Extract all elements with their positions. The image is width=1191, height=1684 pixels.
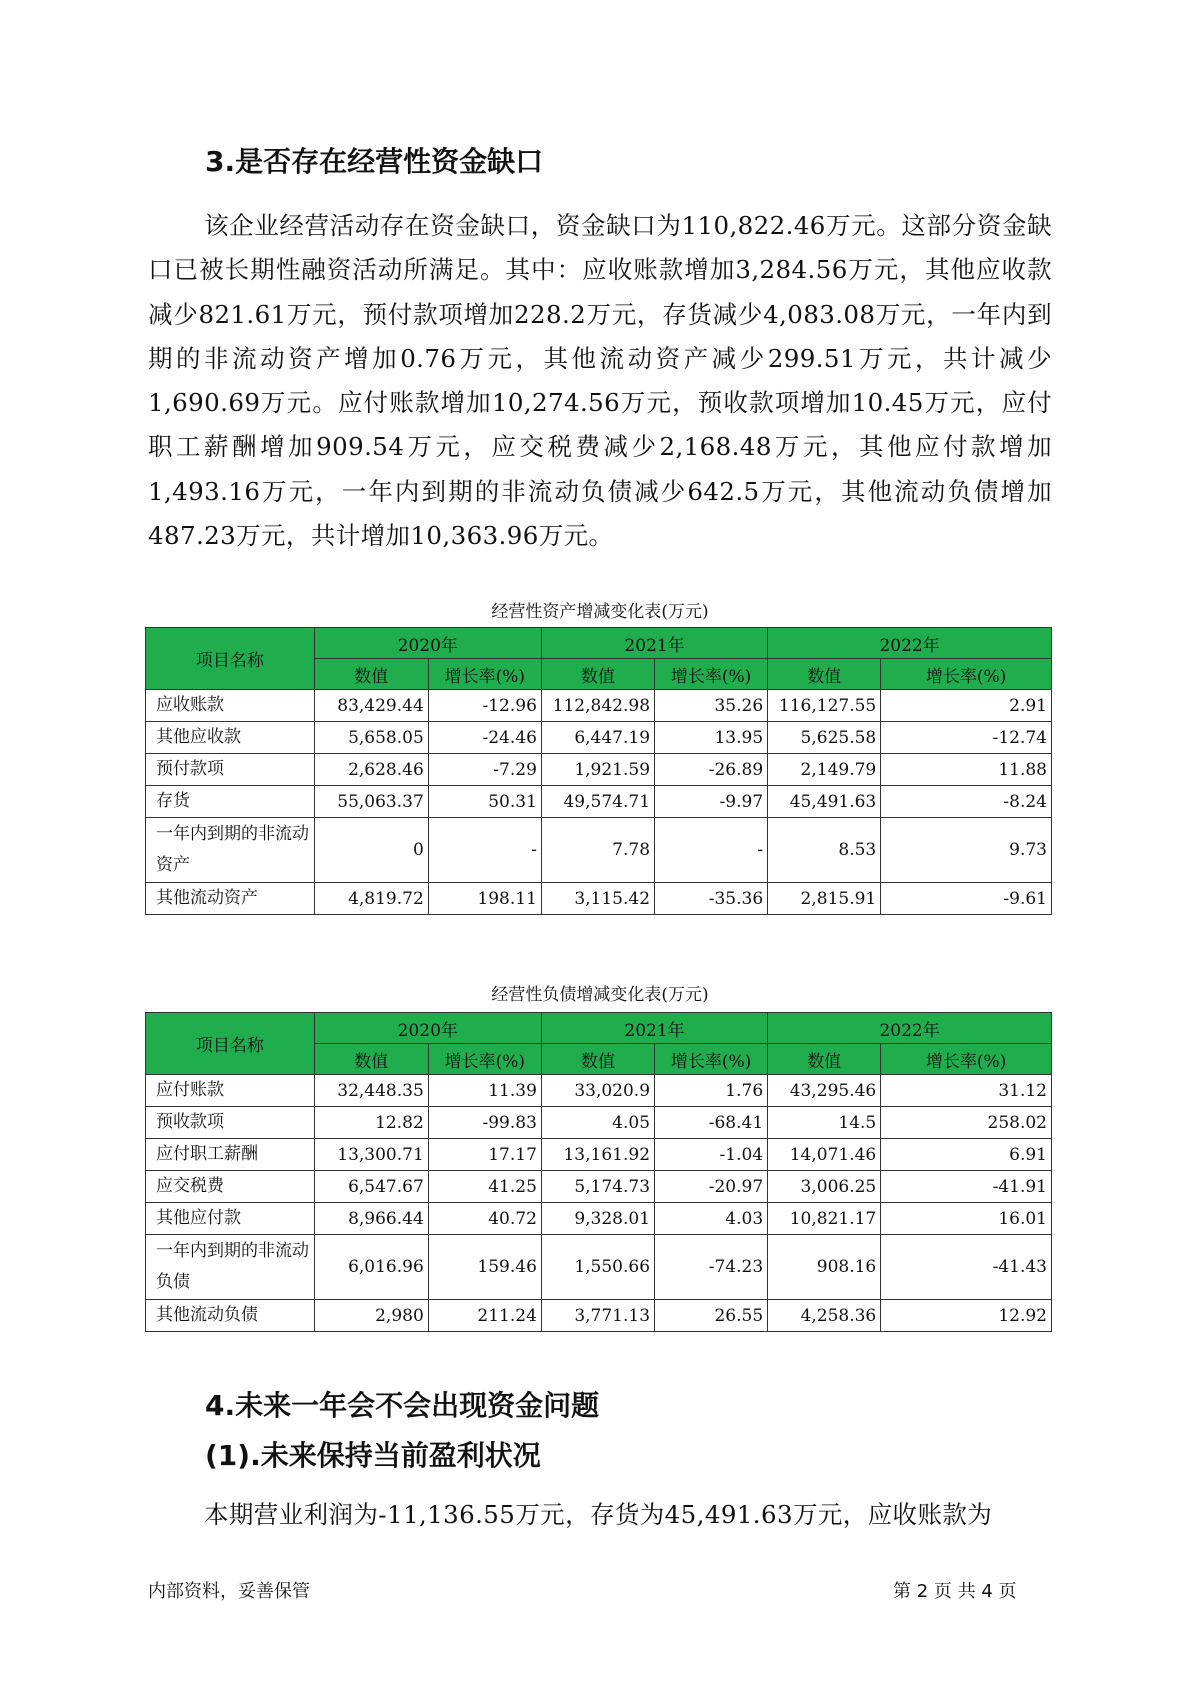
cell: 9,328.01 [541, 1203, 654, 1235]
cell: 3,006.25 [768, 1171, 881, 1203]
cell: 33,020.9 [541, 1075, 654, 1107]
cell: 12.82 [314, 1107, 428, 1139]
cell: 17.17 [428, 1139, 541, 1171]
cell: 40.72 [428, 1203, 541, 1235]
cell: 7.78 [541, 818, 654, 883]
cell: 6,016.96 [314, 1235, 428, 1300]
year-header: 2021年 [541, 628, 767, 659]
cell: -8.24 [881, 786, 1052, 818]
cell: 211.24 [428, 1300, 541, 1332]
value-header: 数值 [314, 1044, 428, 1075]
cell: 31.12 [881, 1075, 1052, 1107]
cell: 13,161.92 [541, 1139, 654, 1171]
cell: -1.04 [655, 1139, 768, 1171]
cell: 3,115.42 [541, 883, 654, 915]
cell: -9.97 [655, 786, 768, 818]
row-name: 应付账款 [146, 1075, 315, 1107]
row-name: 其他应收款 [146, 722, 315, 754]
cell: 5,658.05 [314, 722, 428, 754]
cell: 16.01 [881, 1203, 1052, 1235]
cell: 908.16 [768, 1235, 881, 1300]
table-row [146, 690, 1052, 722]
cell: 4,258.36 [768, 1300, 881, 1332]
cell: 6.91 [881, 1139, 1052, 1171]
cell: 6,547.67 [314, 1171, 428, 1203]
cell: 55,063.37 [314, 786, 428, 818]
cell: -12.96 [428, 690, 541, 722]
table-row [146, 754, 1052, 786]
assets-table-caption: 经营性资产增减变化表(万元) [491, 602, 709, 622]
cell: -7.29 [428, 754, 541, 786]
table-row [146, 1075, 1052, 1107]
item-name-header: 项目名称 [146, 628, 315, 690]
subsection-heading: (1).未来保持当前盈利状况 [205, 1439, 541, 1472]
value-header: 数值 [314, 659, 428, 690]
cell: 11.88 [881, 754, 1052, 786]
cell: 2,149.79 [768, 754, 881, 786]
row-name: 其他流动资产 [146, 883, 315, 915]
cell: 4.05 [541, 1107, 654, 1139]
cell: 116,127.55 [768, 690, 881, 722]
cell: - [428, 818, 541, 883]
cell: 32,448.35 [314, 1075, 428, 1107]
row-name: 应收账款 [146, 690, 315, 722]
cell: 112,842.98 [541, 690, 654, 722]
year-header: 2020年 [314, 1013, 541, 1044]
cell: 49,574.71 [541, 786, 654, 818]
cell: 10,821.17 [768, 1203, 881, 1235]
item-name-header: 项目名称 [146, 1013, 315, 1075]
page-number: 第 2 页 共 4 页 [893, 1581, 1017, 1602]
row-name: 一年内到期的非流动负债 [146, 1235, 315, 1300]
row-name: 预付款项 [146, 754, 315, 786]
table-row [146, 818, 1052, 883]
value-header: 数值 [768, 1044, 881, 1075]
cell: 3,771.13 [541, 1300, 654, 1332]
row-name: 一年内到期的非流动资产 [146, 818, 315, 883]
cell: 8.53 [768, 818, 881, 883]
table-row [146, 1235, 1052, 1300]
growth-rate-header: 增长率(%) [428, 659, 541, 690]
cell: -41.43 [881, 1235, 1052, 1300]
operating-liabilities-table [145, 1012, 1052, 1332]
year-header: 2022年 [768, 628, 1052, 659]
cell: 14.5 [768, 1107, 881, 1139]
cell: 2.91 [881, 690, 1052, 722]
row-name: 其他流动负债 [146, 1300, 315, 1332]
profit-paragraph: 本期营业利润为-11,136.55万元，存货为45,491.63万元，应收账款为 [204, 1500, 993, 1529]
table-row [146, 722, 1052, 754]
cell: - [655, 818, 768, 883]
cell: 5,174.73 [541, 1171, 654, 1203]
growth-rate-header: 增长率(%) [655, 1044, 768, 1075]
cell: 1,550.66 [541, 1235, 654, 1300]
cell: -20.97 [655, 1171, 768, 1203]
cell: 4.03 [655, 1203, 768, 1235]
cell: -35.36 [655, 883, 768, 915]
cell: 5,625.58 [768, 722, 881, 754]
cell: 9.73 [881, 818, 1052, 883]
footer-confidential-note: 内部资料，妥善保管 [148, 1581, 310, 1602]
cell: 50.31 [428, 786, 541, 818]
row-name: 预收款项 [146, 1107, 315, 1139]
cell: 198.11 [428, 883, 541, 915]
cell: -68.41 [655, 1107, 768, 1139]
growth-rate-header: 增长率(%) [655, 659, 768, 690]
section-4-heading: 4.未来一年会不会出现资金问题 [205, 1389, 600, 1422]
cell: -74.23 [655, 1235, 768, 1300]
table-row [146, 786, 1052, 818]
cell: 43,295.46 [768, 1075, 881, 1107]
cell: 2,815.91 [768, 883, 881, 915]
cell: 26.55 [655, 1300, 768, 1332]
cell: 159.46 [428, 1235, 541, 1300]
liabilities-table-caption: 经营性负债增减变化表(万元) [491, 985, 709, 1005]
cell: 14,071.46 [768, 1139, 881, 1171]
cell: -24.46 [428, 722, 541, 754]
year-header: 2022年 [768, 1013, 1052, 1044]
table-row [146, 1300, 1052, 1332]
value-header: 数值 [541, 659, 654, 690]
table-row [146, 1139, 1052, 1171]
cell: 8,966.44 [314, 1203, 428, 1235]
cell: 35.26 [655, 690, 768, 722]
cell: 6,447.19 [541, 722, 654, 754]
growth-rate-header: 增长率(%) [881, 1044, 1052, 1075]
row-name: 应付职工薪酬 [146, 1139, 315, 1171]
cell: -9.61 [881, 883, 1052, 915]
cell: 41.25 [428, 1171, 541, 1203]
growth-rate-header: 增长率(%) [881, 659, 1052, 690]
cell: 1.76 [655, 1075, 768, 1107]
funding-gap-paragraph: 该企业经营活动存在资金缺口，资金缺口为110,822.46万元。这部分资金缺口已被长期性融资活动所满足。其中：应收账款增加3,284.56万元，其他应收款减少821.61万元，预付款项增加228.2万元，存货减少4,083.08万元，一年内到期的非流动资产增加0.76万元，其他流动资产减少299.51万元，共计减少1,690.69万元。应付账款增加10,274.56万元，预收款项增加10.45万元，应付职工薪酬增加909.54万元，应交税费减少2,168.48万元，其他应付款增加1,493.16万元，一年内到期的非流动负债减少642.5万元，其他流动负债增加487.23万元，共计增加10,363.96万元。 [148, 211, 1052, 551]
row-name: 其他应付款 [146, 1203, 315, 1235]
cell: 13.95 [655, 722, 768, 754]
cell: 11.39 [428, 1075, 541, 1107]
year-header: 2021年 [541, 1013, 767, 1044]
row-name: 存货 [146, 786, 315, 818]
table-row [146, 883, 1052, 915]
cell: 0 [314, 818, 428, 883]
operating-assets-table [145, 627, 1052, 915]
value-header: 数值 [768, 659, 881, 690]
year-header: 2020年 [314, 628, 541, 659]
cell: -41.91 [881, 1171, 1052, 1203]
cell: -26.89 [655, 754, 768, 786]
cell: 2,980 [314, 1300, 428, 1332]
cell: 83,429.44 [314, 690, 428, 722]
row-name: 应交税费 [146, 1171, 315, 1203]
value-header: 数值 [541, 1044, 654, 1075]
growth-rate-header: 增长率(%) [428, 1044, 541, 1075]
cell: 2,628.46 [314, 754, 428, 786]
cell: 45,491.63 [768, 786, 881, 818]
cell: -99.83 [428, 1107, 541, 1139]
table-row [146, 1107, 1052, 1139]
section-3-heading: 3.是否存在经营性资金缺口 [205, 145, 544, 178]
table-row [146, 1171, 1052, 1203]
table-row [146, 1203, 1052, 1235]
cell: -12.74 [881, 722, 1052, 754]
cell: 12.92 [881, 1300, 1052, 1332]
cell: 4,819.72 [314, 883, 428, 915]
cell: 258.02 [881, 1107, 1052, 1139]
cell: 1,921.59 [541, 754, 654, 786]
cell: 13,300.71 [314, 1139, 428, 1171]
